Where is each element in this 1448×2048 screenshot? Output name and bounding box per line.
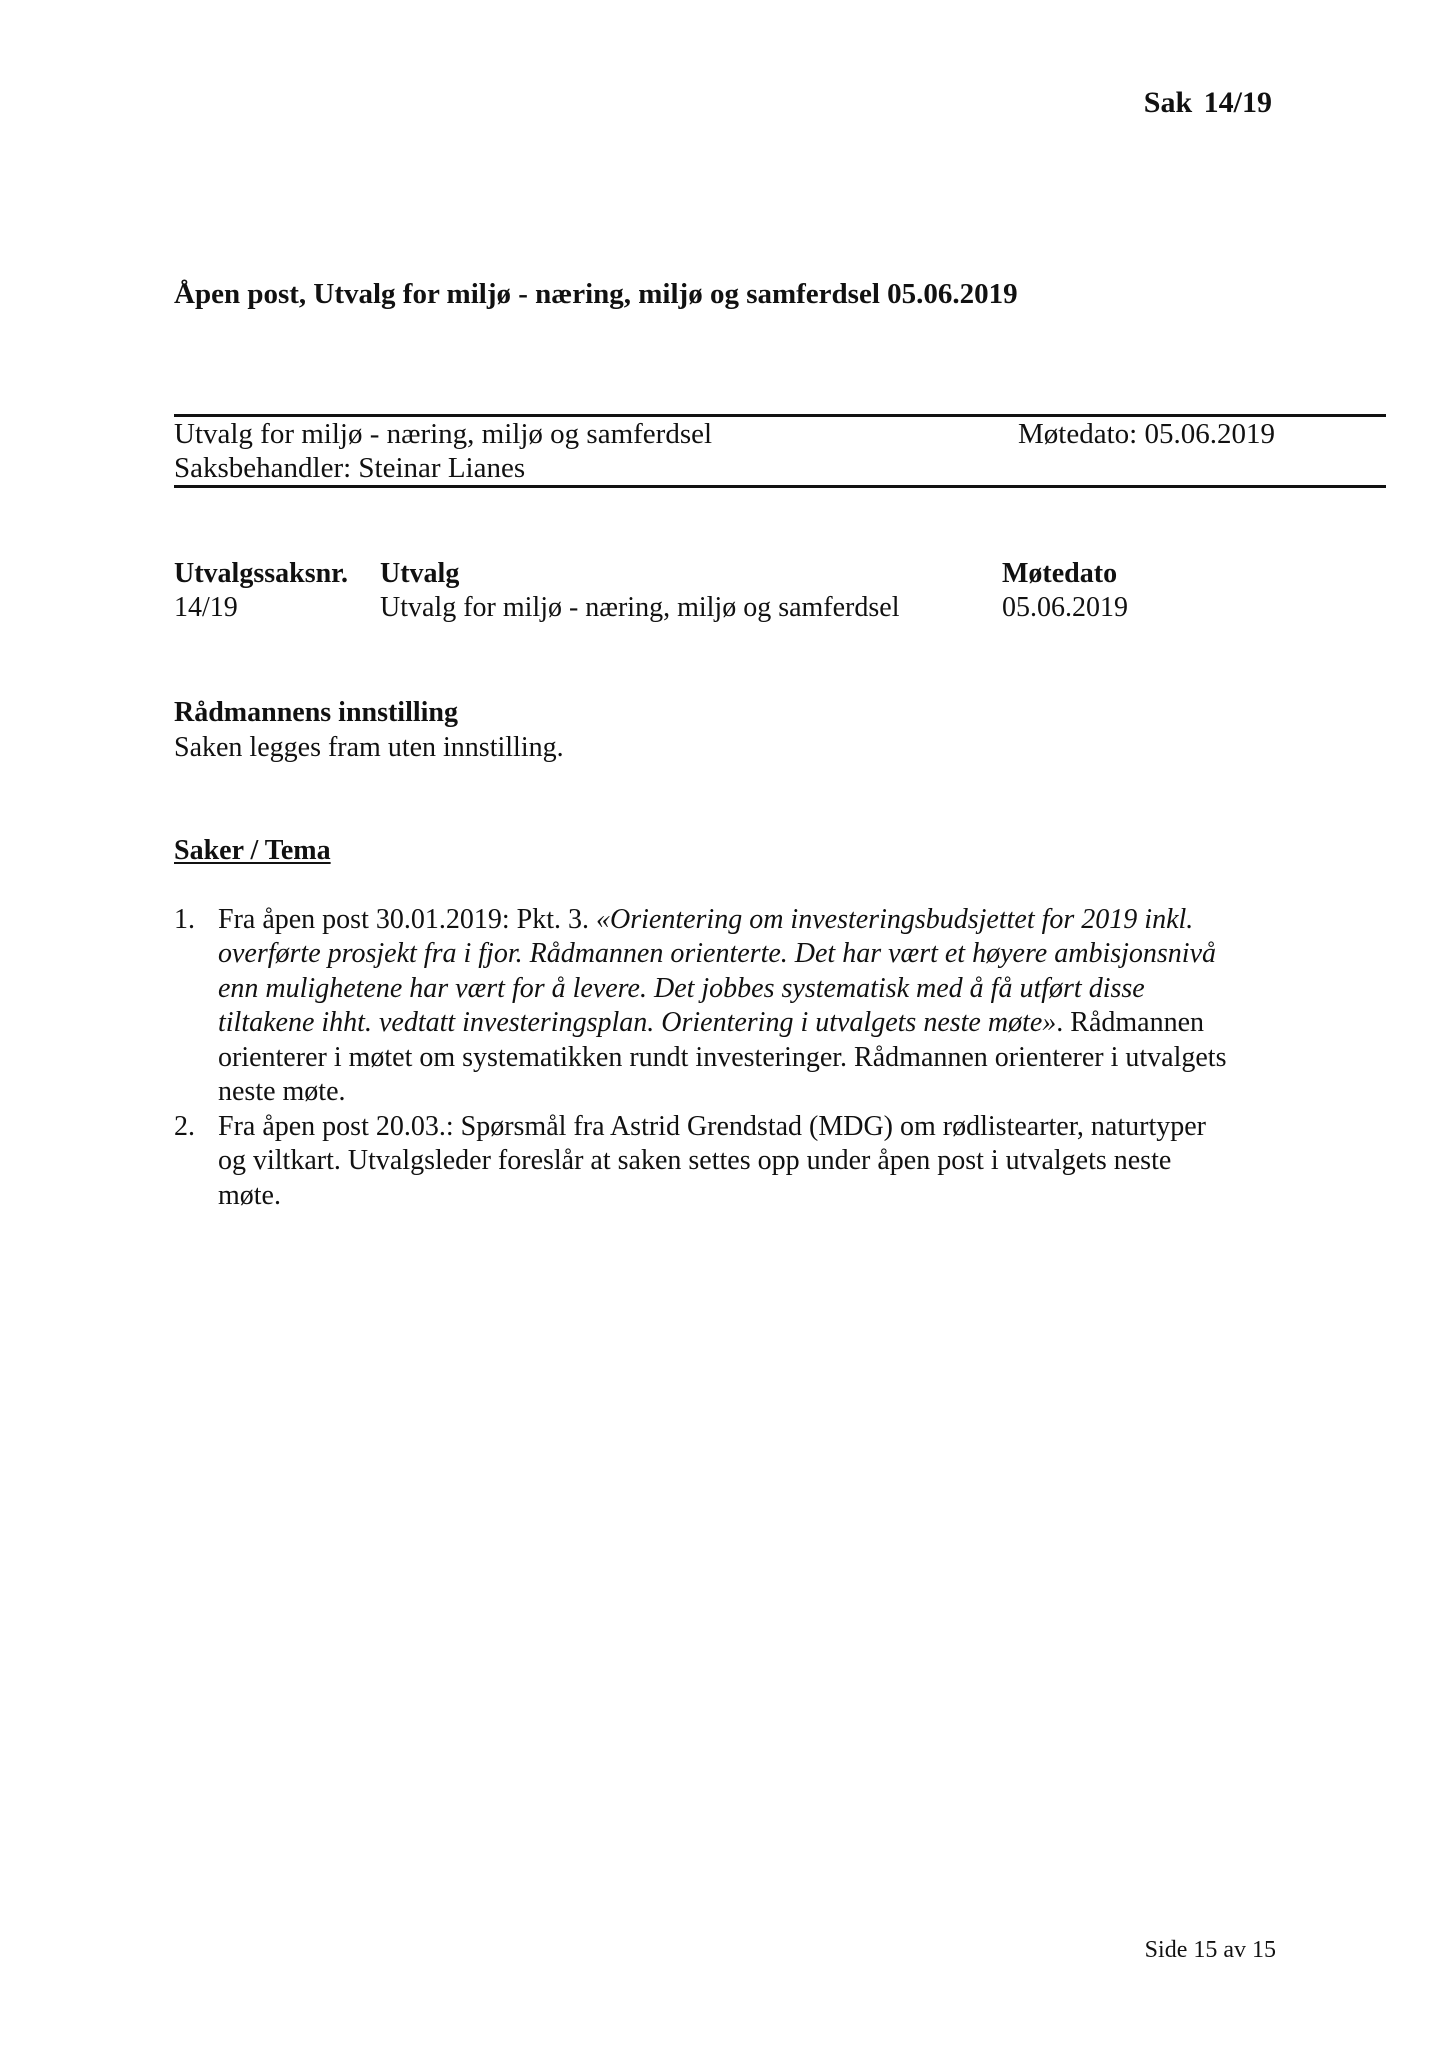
- list-item-text: [218, 903, 1286, 1109]
- list-item-lead: Fra åpen post 30.01.2019: Pkt. 3.: [218, 904, 596, 935]
- list-item-number: 1.: [174, 904, 195, 935]
- list-item-text: Fra åpen post 20.03.: Spørsmål fra Astrid Grendstad (MDG) om rødlistearter, naturtyper og viltkart. Utvalgsleder foreslår at saken settes opp under åpen post i utvalgets neste møte.: [218, 1111, 1206, 1211]
- header-rule-top: [174, 414, 1386, 417]
- recommendation-heading: Rådmannens innstilling: [174, 697, 458, 728]
- header-rule-bottom: [174, 485, 1386, 488]
- list-item-number: 2.: [174, 1111, 195, 1142]
- recommendation-text: Saken legges fram uten innstilling.: [174, 732, 564, 763]
- document-title: Åpen post, Utvalg for miljø - næring, miljø og samferdsel 05.06.2019: [174, 278, 1018, 310]
- case-number-label: Sak 14/19: [1143, 86, 1272, 119]
- table-header-case-number: Utvalgssaksnr.: [174, 558, 349, 589]
- table-cell-committee: Utvalg for miljø - næring, miljø og samferdsel: [380, 592, 900, 623]
- table-header-committee: Utvalg: [380, 558, 460, 589]
- table-cell-meeting-date: 05.06.2019: [1002, 592, 1128, 623]
- list-item-quote: «Orientering om investeringsbudsjettet for 2019 inkl. overførte prosjekt fra i fjor. Rådmannen orienterte. Det har vært et høyere ambisjonsnivå enn mulighetene har vært for å levere. Det jobbes systematisk med å få utført disse tiltakene ihht. vedtatt investeringsplan. Orientering i utvalgets neste møte»: [218, 904, 1217, 1039]
- page-number: Side 15 av 15: [1144, 1937, 1276, 1963]
- list-item: [174, 903, 1290, 1109]
- committee-name: Utvalg for miljø - næring, miljø og samferdsel: [174, 418, 713, 450]
- meeting-date: Møtedato: 05.06.2019: [1018, 418, 1275, 450]
- topics-heading: Saker / Tema: [174, 835, 331, 866]
- table-header-meeting-date: Møtedato: [1002, 558, 1118, 589]
- case-handler: Saksbehandler: Steinar Lianes: [174, 452, 526, 484]
- table-cell-case-number: 14/19: [174, 592, 238, 623]
- list-item-tail: . Rådmannen orienterer i møtet om systematikken rundt investeringer. Rådmannen orienterer i utvalgets neste møte.: [218, 1007, 1227, 1108]
- list-item: [174, 1110, 1290, 1213]
